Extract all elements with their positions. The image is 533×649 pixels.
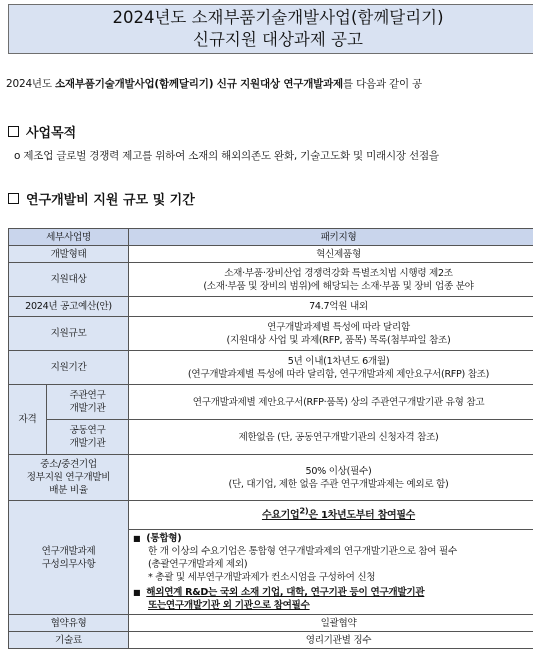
title-line-1: 2024년도 소재부품기술개발사업(함께달리기) bbox=[112, 8, 444, 27]
agreement-value: 일괄협약 bbox=[129, 615, 533, 632]
req-top-footnote: 2) bbox=[299, 505, 309, 516]
period-label: 지원기간 bbox=[9, 351, 129, 385]
period-value-line-1: 5년 이내(1차년도 6개월) bbox=[287, 355, 390, 367]
joint-org-label-line-1: 공동연구 bbox=[69, 425, 106, 436]
ratio-value-line-1: 50% 이상(필수) bbox=[305, 465, 372, 477]
scale-value bbox=[129, 317, 533, 351]
req-b1-note: * 총괄 및 세부연구개발과제가 컨소시엄을 구성하여 신청 bbox=[148, 572, 376, 584]
table-row bbox=[9, 317, 533, 351]
funding-heading-text: 연구개발비 지원 규모 및 기간 bbox=[26, 193, 195, 208]
joint-org-value: 제한없음 (단, 공동연구개발기관의 신청자격 참조) bbox=[129, 420, 533, 455]
funding-heading bbox=[8, 189, 195, 208]
ratio-label-line-2: 정부지원 연구개발비 bbox=[26, 472, 111, 483]
table-row bbox=[9, 632, 533, 649]
intro-bold: 소재부품기술개발사업(함께달리기) 신규 지원대상 연구개발과제 bbox=[54, 78, 343, 90]
fee-value: 영리기관별 징수 bbox=[129, 632, 533, 649]
dev-type-label: 개발형태 bbox=[9, 246, 129, 263]
req-top-pre: 수요기업 bbox=[261, 510, 300, 522]
main-org-value: 연구개발과제별 제안요구서(RFP·품목) 상의 주관연구개발기관 유형 참고 bbox=[129, 385, 533, 420]
table-row bbox=[9, 385, 533, 420]
scale-value-line-1: 연구개발과제별 특성에 따라 달리함 bbox=[267, 321, 410, 333]
dev-type-value: 혁신제품형 bbox=[129, 246, 533, 263]
title-line-2: 신규지원 대상과제 공고 bbox=[193, 30, 363, 49]
req-b1-line-2: (총괄연구개발과제 제외) bbox=[148, 559, 248, 571]
agreement-label: 협약유형 bbox=[9, 615, 129, 632]
joint-org-label-line-2: 개발기관 bbox=[69, 438, 106, 449]
requirements-headline bbox=[129, 503, 533, 526]
requirements-label-line-1: 연구개발과제 bbox=[41, 545, 96, 557]
table-row bbox=[9, 263, 533, 297]
ratio-label-line-3: 배분 비율 bbox=[49, 485, 88, 496]
table-row bbox=[9, 615, 533, 632]
target-label: 지원대상 bbox=[9, 263, 129, 297]
announcement-title-box bbox=[8, 4, 533, 54]
req-top-post: 은 1차년도부터 참여필수 bbox=[308, 510, 416, 522]
checkbox-icon bbox=[8, 193, 19, 204]
req-b1-head: (통합형) bbox=[146, 533, 182, 545]
scale-label: 지원규모 bbox=[9, 317, 129, 351]
budget-label: 2024년 공고예산(안) bbox=[9, 297, 129, 317]
qualification-label: 자격 bbox=[9, 385, 47, 455]
ratio-label bbox=[9, 455, 129, 501]
funding-table bbox=[8, 228, 533, 649]
target-value-line-2: (소재·부품 및 장비의 범위)에 해당되는 소재·부품 및 장비 업종 분야 bbox=[203, 280, 474, 292]
purpose-heading bbox=[8, 122, 76, 141]
checkbox-icon bbox=[8, 126, 19, 137]
table-row bbox=[9, 420, 533, 455]
period-value bbox=[129, 351, 533, 385]
req-b1-line-1: 한 개 이상의 수요기업은 통합형 연구개발과제의 연구개발기관으로 참여 필수 bbox=[148, 546, 457, 558]
req-b2-line-2: 또는연구개발기관 외 기관으로 참여필수 bbox=[148, 600, 310, 612]
purpose-text: o 제조업 글로벌 경쟁력 제고를 위하여 소재의 해외의존도 완화, 기술고도화 및 미래시장 선점을 bbox=[14, 150, 439, 162]
intro-prefix: 2024년도 bbox=[6, 78, 55, 90]
requirements-bullet-1 bbox=[129, 532, 533, 584]
header-label: 세부사업명 bbox=[9, 229, 129, 246]
req-b2-line-1: 해외연계 R&D는 국외 소재 기업, 대학, 연구기관 등이 연구개발기관 bbox=[146, 587, 425, 599]
bullet-square-icon: ■ bbox=[133, 588, 141, 598]
main-org-label bbox=[47, 385, 129, 420]
ratio-value-line-2: (단, 대기업, 제한 없음 주관 연구개발과제는 예외로 함) bbox=[228, 478, 449, 490]
target-value-line-1: 소재·부품·장비산업 경쟁력강화 특별조치법 시행령 제2조 bbox=[224, 267, 453, 279]
target-value bbox=[129, 263, 533, 297]
requirements-divider bbox=[129, 529, 533, 530]
table-row bbox=[9, 297, 533, 317]
header-value: 패키지형 bbox=[129, 229, 533, 246]
table-row bbox=[9, 455, 533, 501]
table-row bbox=[9, 501, 533, 615]
requirements-value bbox=[129, 501, 533, 615]
requirements-bullet-2 bbox=[129, 584, 533, 612]
table-header-row bbox=[9, 229, 533, 246]
requirements-label bbox=[9, 501, 129, 615]
ratio-value bbox=[129, 455, 533, 501]
intro-suffix: 를 다음과 같이 공 bbox=[342, 78, 422, 90]
budget-value: 74.7억원 내외 bbox=[129, 297, 533, 317]
fee-label: 기술료 bbox=[9, 632, 129, 649]
requirements-label-line-2: 구성의무사항 bbox=[41, 558, 96, 570]
joint-org-label bbox=[47, 420, 129, 455]
scale-value-line-2: (지원대상 사업 및 과제(RFP, 품목) 목록(첨부파일 참조) bbox=[226, 334, 451, 346]
bullet-square-icon: ■ bbox=[133, 534, 141, 544]
period-value-line-2: (연구개발과제별 특성에 따라 달리함, 연구개발과제 제안요구서(RFP) 참조) bbox=[187, 368, 490, 380]
purpose-heading-text: 사업목적 bbox=[26, 126, 77, 141]
main-org-label-line-1: 주관연구 bbox=[69, 390, 106, 401]
ratio-label-line-1: 중소/중견기업 bbox=[40, 459, 97, 470]
main-org-label-line-2: 개발기관 bbox=[69, 403, 106, 414]
table-row bbox=[9, 246, 533, 263]
table-row bbox=[9, 351, 533, 385]
intro-paragraph bbox=[6, 76, 422, 91]
